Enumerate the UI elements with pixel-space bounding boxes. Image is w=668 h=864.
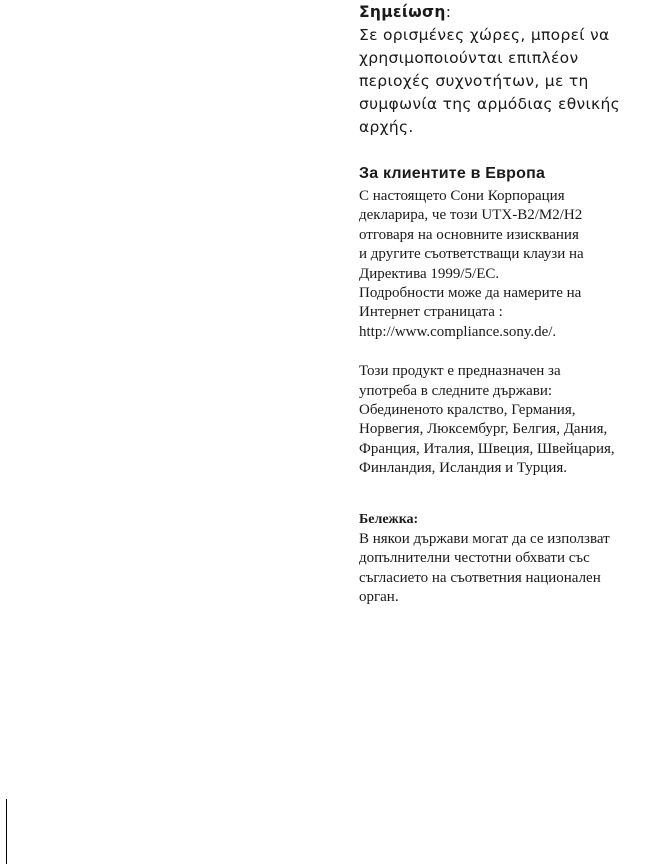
countries-line: Финландия, Исландия и Турция. <box>359 460 568 477</box>
declaration-line: Интернет страницата : <box>359 304 503 321</box>
declaration-line: декларира, че този UTX-B2/M2/H2 <box>359 207 583 224</box>
bulgarian-note-line: В някои държави могат да се използват <box>359 530 610 547</box>
greek-note-heading: Σημείωση <box>359 3 446 21</box>
greek-note-line: περιοχές συχνοτήτων, με τη <box>359 72 589 90</box>
greek-note-line: χρησιμοποιούνται επιπλέον <box>359 49 579 67</box>
declaration-line: С настоящето Сони Корпорация <box>359 188 565 204</box>
bulgarian-note-heading: Бележка: <box>359 511 419 527</box>
greek-note-line: αρχής. <box>359 118 414 136</box>
bulgarian-note-line: допълнителни честотни обхвати със <box>359 550 590 567</box>
compliance-url: http://www.compliance.sony.de/. <box>359 323 557 340</box>
countries-line: употреба в следните държави: <box>359 382 553 399</box>
bulgarian-note-line: орган. <box>359 588 399 605</box>
greek-note-heading-line <box>359 1 664 24</box>
countries-line: Норвегия, Люксембург, Белгия, Дания, <box>359 421 608 438</box>
declaration-paragraph <box>359 187 664 342</box>
declaration-line: Директива 1999/5/ЕС. <box>359 265 500 282</box>
countries-line: Обединеното кралство, Германия, <box>359 402 576 419</box>
greek-note-line: συμφωνία της αρμόδιας εθνικής <box>359 95 620 113</box>
text-column <box>359 0 664 607</box>
greek-note-line: Σε ορισμένες χώρες, μπορεί να <box>359 26 610 44</box>
crop-mark <box>6 799 7 864</box>
greek-note-colon: : <box>445 3 452 21</box>
bulgarian-note-line: съгласието на съответния национален <box>359 569 601 586</box>
countries-paragraph <box>359 362 664 478</box>
declaration-line: Подробности може да намерите на <box>359 285 582 302</box>
europe-customers-heading: За клиентите в Европа <box>359 165 546 182</box>
countries-line: Този продукт е предназначен за <box>359 363 561 380</box>
declaration-line: и другите съответстващи клаузи на <box>359 246 584 263</box>
greek-note-section <box>359 1 664 139</box>
countries-line: Франция, Италия, Швеция, Швейцария, <box>359 440 615 457</box>
declaration-line: отговаря на основните изисквания <box>359 226 579 243</box>
bulgarian-note-paragraph <box>359 530 664 608</box>
